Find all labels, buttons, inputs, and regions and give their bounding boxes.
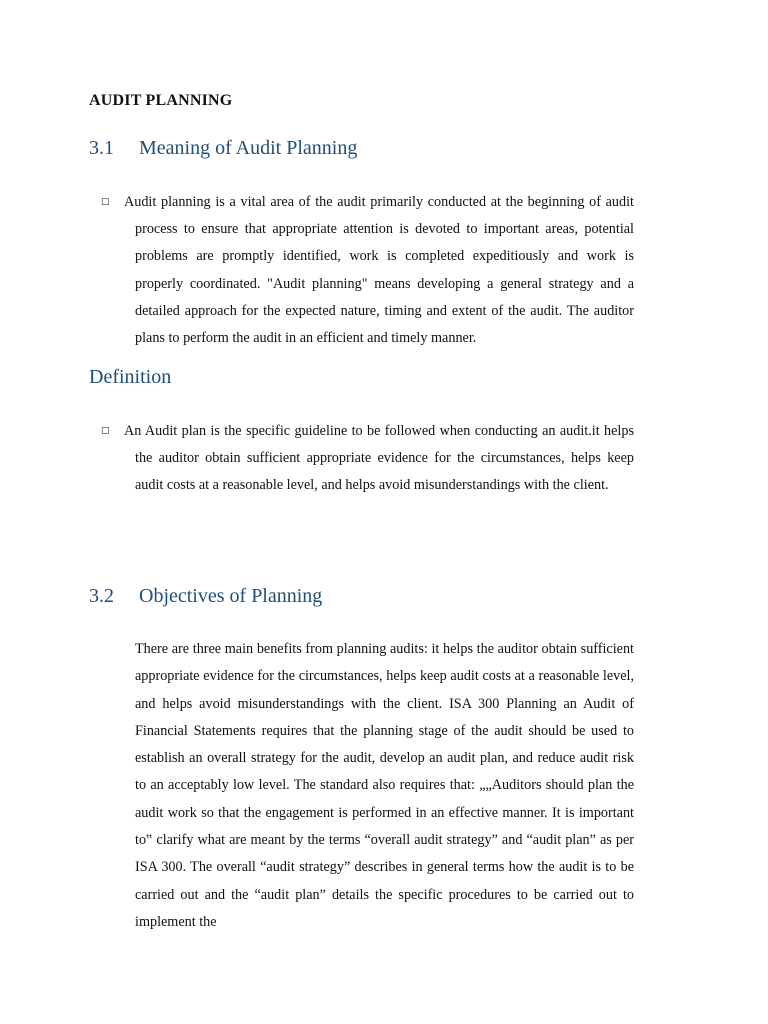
section-heading-text: Objectives of Planning bbox=[139, 585, 323, 607]
objectives-paragraph: There are three main benefits from planning audits: it helps the auditor obtain sufficient appropriate evidence for the circumstances, helps keep audit costs at a reasonable level, and helps avoid misunderstandings with the client. ISA 300 Planning an Audit of Financial Statements requires that the planning stage of the audit should be used to establish an overall strategy for the audit, develop an audit plan, and reduce audit risk to an acceptably low level. The standard also requires that: „„Auditors should plan the audit work so that the engagement is performed in an effective manner. It is important to‟ clarify what are meant by the terms “overall audit strategy” and “audit plan” as per ISA 300. The overall “audit strategy” describes in general terms how the audit is to be carried out and the “audit plan” details the specific procedures to be carried out to implement the bbox=[135, 641, 634, 930]
section-heading-definition bbox=[89, 366, 171, 389]
section-heading-objectives bbox=[89, 585, 322, 608]
definition-bullet-text: An Audit plan is the specific guideline to be followed when conducting an audit.it helps the auditor obtain sufficient appropriate evidence for the circumstances, helps keep audit costs at a reasonable level, and helps avoid misunderstandings with the client. bbox=[124, 423, 634, 494]
document-title: AUDIT PLANNING bbox=[89, 92, 233, 109]
meaning-bullet-text: Audit planning is a vital area of the audit primarily conducted at the beginning of audit process to ensure that appropriate attention is devoted to important areas, potential problems are promptly identified, work is completed expeditiously and work is properly coordinated. "Audit planning" means developing a general strategy and a detailed approach for the expected nature, timing and extent of the audit. The auditor plans to perform the audit in an efficient and timely manner. bbox=[124, 194, 634, 347]
section-heading-text: Definition bbox=[89, 366, 172, 388]
definition-bullet-paragraph: □ An Audit plan is the specific guideline to be followed when conducting an audit.it helps the auditor obtain sufficient appropriate evidence for the circumstances, helps keep audit costs at a reasonable level, and helps avoid misunderstandings with the client. bbox=[101, 423, 634, 494]
section-number: 3.1 bbox=[89, 137, 114, 159]
meaning-bullet-paragraph: □ Audit planning is a vital area of the audit primarily conducted at the beginning of audit process to ensure that appropriate attention is devoted to important areas, potential problems are promptly identified, work is completed expeditiously and work is properly coordinated. "Audit planning" means developing a general strategy and a detailed approach for the expected nature, timing and extent of the audit. The auditor plans to perform the audit in an efficient and timely manner. bbox=[101, 194, 634, 347]
section-number: 3.2 bbox=[89, 585, 114, 607]
section-heading-text: Meaning of Audit Planning bbox=[139, 137, 358, 159]
section-heading-meaning bbox=[89, 137, 357, 160]
